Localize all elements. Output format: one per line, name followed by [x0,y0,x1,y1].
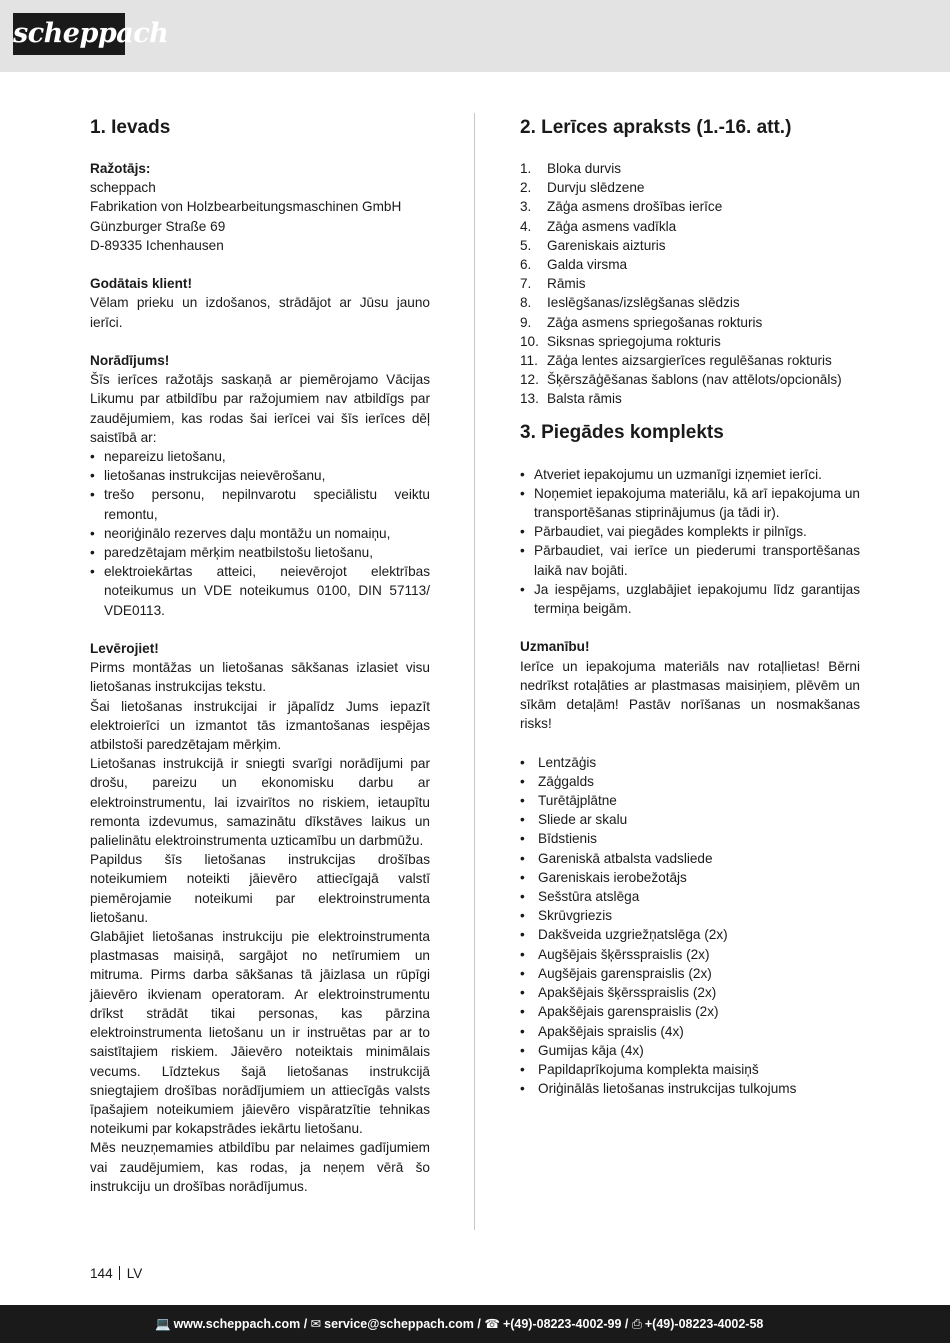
list-item [520,313,860,332]
list-item: • Papildaprīkojuma komplekta maisiņš [520,1060,860,1079]
list-item: • Gareniskā atbalsta vadsliede [520,849,860,868]
manufacturer-line: Fabrikation von Holzbearbeitungsmaschinen GmbH [90,199,402,215]
list-item: • Turētājplātne [520,791,860,810]
caution-text: Ierīce un iepakojuma materiāls nav rotaļlietas! Bērni nedrīkst rotaļāties ar plastmasas maisiņiem, plēvēm un sīkām detaļām! Pastāv norīšanas un nosmakšanas risks! [520,658,860,732]
footer-phone: +(49)-08223-4002-99 / [502,1317,629,1331]
list-item [520,217,860,236]
mail-icon: ✉ [310,1317,322,1331]
list-item: • Noņemiet iepakojuma materiālu, kā arī iepakojuma un transportēšanas stiprinājumus (ja tādi ir). [520,484,860,522]
scheppach-logo: scheppach [13,13,125,55]
list-item [520,274,860,293]
attention-paragraph: Lietošanas instrukcijā ir sniegti svarīgi norādījumi par drošu, pareizu un ekonomisku darbu ar elektroinstrumentu, lai izvairītos no riskiem, ietaupītu remonta izdevumus, samazinātu dīkstāves laikus un palielinātu elektroinstrumenta uzticamību un darbmūžu. [90,756,430,849]
delivery-steps-list [520,465,860,619]
item-number: 10. [520,333,539,349]
note-text: Šīs ierīces ražotājs saskaņā ar piemērojamo Vācijas Likumu par atbildību par ražojumiem nav atbildīgs par zaudējumiem, kas rodas šai ierīcei vai šīs ierīces dēļ saistībā ar: [90,372,430,445]
left-column [90,116,430,1196]
section-title-introduction: 1. Ievads [90,117,171,138]
manufacturer-line: Günzburger Straße 69 [90,218,226,234]
contents-list [520,753,860,1099]
caution-label: Uzmanību! [520,639,590,655]
attention-paragraph: Papildus šīs lietošanas instrukcijas drošības noteikumiem noteikti jāievēro attiecīgajā valstī piemērojamie noteikumi par elektroinstrumenta lietošanu. [90,852,430,925]
item-number: 2. [520,180,532,196]
list-item [520,389,860,408]
list-item: • Apakšējais spraislis (4x) [520,1022,860,1041]
list-item: • paredzētajam mērķim neatbilstošu lietošanu, [90,543,430,562]
item-text: Siksnas spriegojuma rokturis [547,333,721,349]
footer-email[interactable]: service@scheppach.com / [324,1317,481,1331]
list-item: • Lentzāģis [520,753,860,772]
attention-paragraph: Glabājiet lietošanas instrukciju pie elektroinstrumenta plastmasas maisiņā, sargājot no netīrumiem un mitruma. Pirms darba sākšanas tā jāizlasa un rūpīgi jāievēro ikvienam operatoram. Ar elektroinstrumentu drīkst strādāt tikai personas, kas pārzina elektroinstrumenta lietošanu un ir instruētas par ar to saistītajiem riskiem. Jāievēro noteiktais minimālais vecums. Līdztekus šajā lietošanas instrukcijā sniegtajiem drošības norādījumiem un attiecīgās valsts īpašajiem noteikumiem jāievēro vispāratzītie tehnikas noteikumi par kokapstrādes iekārtu lietošanu. [90,929,430,1137]
dear-customer-text: Vēlam prieku un izdošanos, strādājot ar Jūsu jauno ierīci. [90,295,430,330]
phone-icon: ☎ [484,1317,500,1331]
list-item [520,255,860,274]
list-item: • Oriģinālās lietošanas instrukcijas tulkojums [520,1079,860,1098]
list-item: • lietošanas instrukcijas neievērošanu, [90,466,430,485]
item-number: 6. [520,257,532,273]
page-number [90,1264,142,1283]
item-text: Šķērszāģēšanas šablons (nav attēlots/opcionāls) [547,372,842,388]
list-item [520,351,860,370]
item-number: 1. [520,161,532,176]
item-number: 3. [520,199,532,215]
list-item: • Apakšējais šķērsspraislis (2x) [520,983,860,1002]
item-number: 4. [520,218,532,234]
item-number: 7. [520,276,532,292]
parts-list [520,159,860,409]
list-item: • neoriģinālo rezerves daļu montāžu un nomaiņu, [90,524,430,543]
item-text: Zāģa lentes aizsargierīces regulēšanas rokturis [547,353,832,369]
manufacturer-label: Ražotājs: [90,161,151,176]
liability-list [90,447,430,620]
footer-fax: +(49)-08223-4002-58 [644,1317,764,1331]
list-item: • Pārbaudiet, vai ierīce un piederumi transportēšanas laikā nav bojāti. [520,541,860,579]
item-number: 11. [520,353,538,369]
list-item: • Bīdstienis [520,829,860,848]
list-item: • Atveriet iepakojumu un uzmanīgi izņemiet ierīci. [520,465,860,484]
attention-label: Levērojiet! [90,641,159,657]
list-item: • nepareizu lietošanu, [90,447,430,466]
item-text: Durvju slēdzene [547,180,645,196]
attention-paragraph: Pirms montāžas un lietošanas sākšanas izlasiet visu lietošanas instrukcijas tekstu. [90,660,430,695]
monitor-icon: 💻 [155,1317,171,1331]
page-number-value: 144 [90,1266,113,1281]
item-text: Galda virsma [547,257,628,273]
list-item: • Augšējais šķērsspraislis (2x) [520,945,860,964]
item-text: Ieslēgšanas/izslēgšanas slēdzis [547,295,740,311]
list-item: • Dakšveida uzgriežņatslēga (2x) [520,925,860,944]
header-bar [0,0,950,72]
manufacturer-line: scheppach [90,180,156,196]
list-item [520,197,860,216]
item-text: Rāmis [547,276,586,292]
list-item: • trešo personu, nepilnvarotu speciālistu veiktu remontu, [90,485,430,523]
list-item: • Gareniskais ierobežotājs [520,868,860,887]
attention-paragraph: Šai lietošanas instrukcijai ir jāpalīdz Jums iepazīt elektroierīci un izmantot tās izmantošanas iespējas atbilstoši paredzētajam mērķim. [90,698,430,753]
footer-website[interactable]: www.scheppach.com / [173,1317,308,1331]
list-item: • elektroiekārtas atteici, neievērojot elektrības noteikumus un VDE noteikumus 0100, DIN 57113/ VDE0113. [90,562,430,620]
page-language: LV [126,1266,143,1281]
list-item [520,236,860,255]
list-item: • Gumijas kāja (4x) [520,1041,860,1060]
item-number: 8. [520,295,532,311]
item-text: Zāģa asmens vadīkla [547,218,677,234]
list-item: • Pārbaudiet, vai piegādes komplekts ir pilnīgs. [520,522,860,541]
attention-paragraph: Mēs neuzņemamies atbildību par nelaimes gadījumiem vai zaudējumiem, kas rodas, ja neņem vērā šo instrukciju un drošības norādījumus. [90,1140,430,1194]
list-item: • Skrūvgriezis [520,906,860,925]
list-item: • Zāģgalds [520,772,860,791]
item-number: 12. [520,372,539,388]
list-item: • Apakšējais garenspraislis (2x) [520,1002,860,1021]
fax-icon: ⎙ [631,1317,642,1331]
manufacturer-line: D-89335 Ichenhausen [90,237,224,253]
list-item [520,293,860,312]
list-item [520,332,860,351]
right-column [520,116,860,1098]
footer-bar [0,1305,950,1343]
list-item: • Sešstūra atslēga [520,887,860,906]
list-item [520,159,860,178]
item-text: Bloka durvis [547,161,622,176]
item-number: 9. [520,314,532,330]
list-item: • Augšējais garenspraislis (2x) [520,964,860,983]
list-item: • Ja iespējams, uzglabājiet iepakojumu līdz garantijas termiņa beigām. [520,580,860,618]
dear-customer-label: Godātais klient! [90,276,192,292]
list-item [520,178,860,197]
list-item: • Sliede ar skalu [520,810,860,829]
note-label: Norādījums! [90,353,170,368]
column-divider [474,113,475,1230]
item-text: Gareniskais aizturis [547,237,666,253]
section-title-description: 2. Lerīces apraksts (1.-16. att.) [520,117,792,138]
item-text: Zāģa asmens drošības ierīce [547,199,723,215]
item-text: Zāģa asmens spriegošanas rokturis [547,314,763,330]
list-item [520,370,860,389]
item-text: Balsta rāmis [547,391,622,407]
section-title-delivery: 3. Piegādes komplekts [520,421,724,443]
item-number: 13. [520,391,539,407]
item-number: 5. [520,237,532,253]
